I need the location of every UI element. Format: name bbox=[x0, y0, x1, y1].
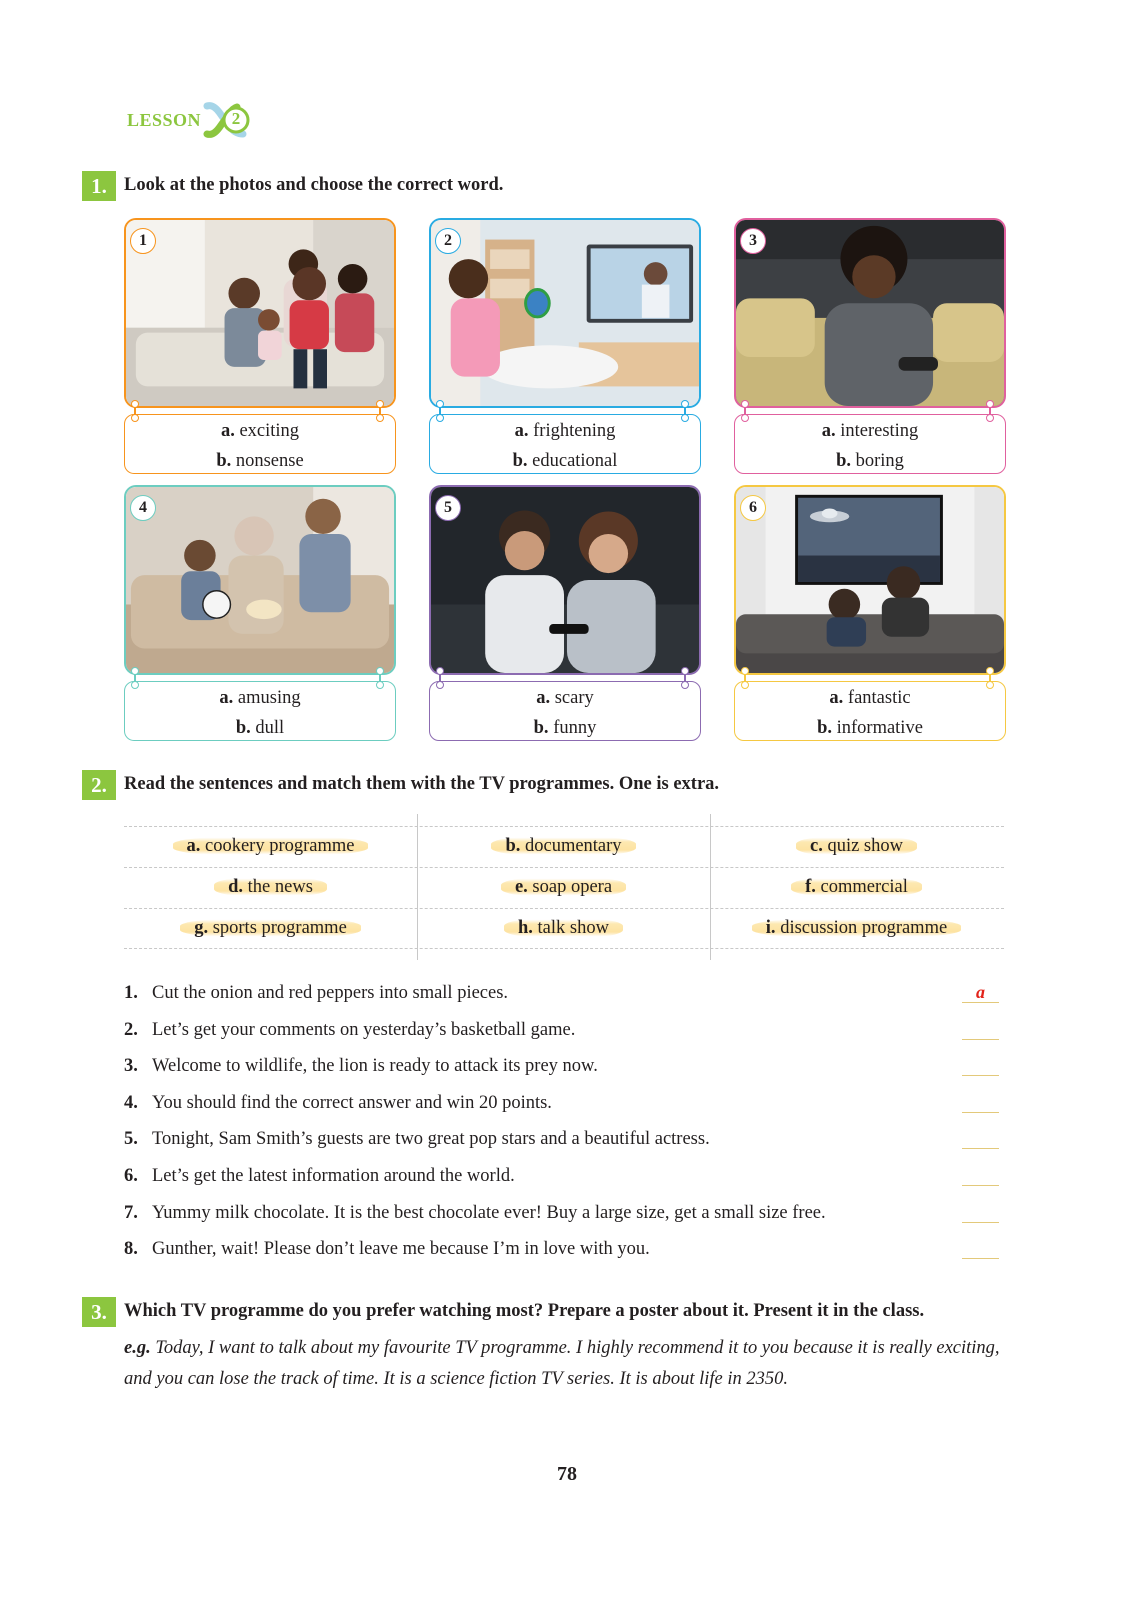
pin-icon bbox=[681, 681, 689, 689]
photo-number-badge: 1 bbox=[130, 228, 156, 254]
programme-b: b. documentary bbox=[417, 836, 710, 857]
sentence-text: Tonight, Sam Smith’s guests are two great pop stars and a beautiful actress. bbox=[152, 1129, 710, 1149]
grid-divider bbox=[124, 826, 1004, 827]
scene-image bbox=[736, 220, 1004, 406]
option-b[interactable]: b. dull bbox=[235, 718, 285, 738]
sentence-number: 2. bbox=[124, 1020, 138, 1040]
scene-image bbox=[431, 487, 699, 673]
exercise-3-title: Which TV programme do you prefer watching most? Prepare a poster about it. Present it in the class. bbox=[124, 1301, 925, 1321]
photo-3 bbox=[734, 218, 1006, 408]
photo-number-badge: 6 bbox=[740, 495, 766, 521]
word-options bbox=[124, 681, 396, 741]
sentence-number: 7. bbox=[124, 1203, 138, 1223]
pin-icon bbox=[986, 414, 994, 422]
answer-blank[interactable] bbox=[962, 1148, 999, 1149]
programme-h: h. talk show bbox=[417, 918, 710, 939]
photo-card-4 bbox=[124, 485, 396, 741]
option-a[interactable]: a. interesting bbox=[821, 421, 919, 441]
sentence-text: Let’s get the latest information around the world. bbox=[152, 1166, 515, 1186]
photo-card-3 bbox=[734, 218, 1006, 474]
option-b[interactable]: b. educational bbox=[512, 451, 618, 471]
photo-6 bbox=[734, 485, 1006, 675]
scene-image bbox=[126, 220, 394, 406]
grid-divider bbox=[124, 867, 1004, 868]
pin-icon bbox=[376, 681, 384, 689]
sentence-text: Cut the onion and red peppers into small pieces. bbox=[152, 983, 509, 1003]
photo-4 bbox=[124, 485, 396, 675]
exercise-1-number: 1. bbox=[82, 171, 116, 201]
option-b[interactable]: b. informative bbox=[817, 718, 923, 738]
answer-blank[interactable] bbox=[962, 1258, 999, 1259]
word-options bbox=[124, 414, 396, 474]
photo-card-2 bbox=[429, 218, 701, 474]
programme-a: a. cookery programme bbox=[124, 836, 417, 857]
grid-divider bbox=[124, 908, 1004, 909]
photo-number-badge: 4 bbox=[130, 495, 156, 521]
option-b[interactable]: b. nonsense bbox=[216, 451, 304, 471]
pin-icon bbox=[131, 400, 139, 408]
pin-icon bbox=[376, 400, 384, 408]
pin-icon bbox=[986, 667, 994, 675]
word-options bbox=[429, 681, 701, 741]
exercise-2-title: Read the sentences and match them with the TV programmes. One is extra. bbox=[124, 774, 720, 794]
option-a[interactable]: a. amusing bbox=[219, 688, 301, 708]
example-label: e.g. bbox=[124, 1338, 151, 1358]
pin-icon bbox=[681, 414, 689, 422]
pin-icon bbox=[376, 414, 384, 422]
pin-icon bbox=[436, 400, 444, 408]
sentence-row bbox=[124, 1020, 1004, 1041]
sentence-text: Yummy milk chocolate. It is the best chocolate ever! Buy a large size, get a small size free. bbox=[152, 1203, 826, 1223]
grid-divider bbox=[124, 948, 1004, 949]
programme-i: i. discussion programme bbox=[710, 918, 1003, 939]
sentence-row bbox=[124, 1129, 1004, 1150]
pin-icon bbox=[376, 667, 384, 675]
programme-e: e. soap opera bbox=[417, 877, 710, 898]
programme-c: c. quiz show bbox=[710, 836, 1003, 857]
pin-icon bbox=[986, 681, 994, 689]
sentence-number: 5. bbox=[124, 1129, 138, 1149]
answer-blank[interactable] bbox=[962, 1222, 999, 1223]
photo-number-badge: 3 bbox=[740, 228, 766, 254]
sentence-text: Let’s get your comments on yesterday’s basketball game. bbox=[152, 1020, 576, 1040]
answer-blank[interactable] bbox=[962, 1039, 999, 1040]
answer-blank[interactable] bbox=[962, 1075, 999, 1076]
scene-image bbox=[736, 487, 1004, 673]
option-b[interactable]: b. boring bbox=[836, 451, 904, 471]
programme-f: f. commercial bbox=[710, 877, 1003, 898]
pin-icon bbox=[436, 414, 444, 422]
exercise-1-title: Look at the photos and choose the correct word. bbox=[124, 175, 504, 195]
exercise-2-number: 2. bbox=[82, 770, 116, 800]
sentence-row bbox=[124, 1239, 1004, 1260]
sentence-text: Welcome to wildlife, the lion is ready to attack its prey now. bbox=[152, 1056, 598, 1076]
exercise-3-number: 3. bbox=[82, 1297, 116, 1327]
example-text bbox=[124, 1333, 1004, 1395]
lesson-header bbox=[127, 100, 253, 140]
photo-card-1 bbox=[124, 218, 396, 474]
option-b[interactable]: b. funny bbox=[533, 718, 597, 738]
pin-icon bbox=[131, 414, 139, 422]
sentence-row bbox=[124, 1093, 1004, 1114]
sentence-number: 6. bbox=[124, 1166, 138, 1186]
sentence-number: 3. bbox=[124, 1056, 138, 1076]
pin-icon bbox=[436, 667, 444, 675]
word-options bbox=[734, 414, 1006, 474]
pin-icon bbox=[741, 414, 749, 422]
scene-image bbox=[126, 487, 394, 673]
sentence-number: 4. bbox=[124, 1093, 138, 1113]
option-a[interactable]: a. exciting bbox=[220, 421, 300, 441]
pin-icon bbox=[681, 667, 689, 675]
photo-1 bbox=[124, 218, 396, 408]
programme-d: d. the news bbox=[124, 877, 417, 898]
lesson-label: LESSON bbox=[127, 109, 202, 130]
sentence-text: Gunther, wait! Please don’t leave me because I’m in love with you. bbox=[152, 1239, 650, 1259]
option-a[interactable]: a. scary bbox=[536, 688, 594, 708]
programme-grid bbox=[124, 820, 1004, 960]
lesson-badge bbox=[203, 100, 253, 140]
pin-icon bbox=[436, 681, 444, 689]
photo-number-badge: 5 bbox=[435, 495, 461, 521]
answer-blank[interactable] bbox=[962, 1112, 999, 1113]
answer-blank[interactable] bbox=[962, 1185, 999, 1186]
pin-icon bbox=[131, 681, 139, 689]
photo-card-5 bbox=[429, 485, 701, 741]
photo-5 bbox=[429, 485, 701, 675]
sentence-row bbox=[124, 983, 1004, 1004]
page-number: 78 bbox=[557, 1463, 577, 1485]
sentence-row bbox=[124, 1203, 1004, 1224]
sentence-number: 8. bbox=[124, 1239, 138, 1259]
pin-icon bbox=[741, 400, 749, 408]
pin-icon bbox=[986, 400, 994, 408]
photo-number-badge: 2 bbox=[435, 228, 461, 254]
word-options bbox=[734, 681, 1006, 741]
photo-2 bbox=[429, 218, 701, 408]
option-a[interactable]: a. frightening bbox=[514, 421, 616, 441]
lesson-number: 2 bbox=[231, 109, 241, 128]
option-a[interactable]: a. fantastic bbox=[829, 688, 911, 708]
sentence-row bbox=[124, 1056, 1004, 1077]
sentence-row bbox=[124, 1166, 1004, 1187]
programme-g: g. sports programme bbox=[124, 918, 417, 939]
pin-icon bbox=[131, 667, 139, 675]
example-body: Today, I want to talk about my favourite TV programme. I highly recommend it to you because it is really exciting, and you can lose the track of time. It is a science fiction TV series. It is about life in 2350. bbox=[124, 1338, 1000, 1389]
pin-icon bbox=[681, 400, 689, 408]
photo-card-6 bbox=[734, 485, 1006, 741]
sentence-number: 1. bbox=[124, 983, 138, 1003]
pin-icon bbox=[741, 681, 749, 689]
pin-icon bbox=[741, 667, 749, 675]
answer-text: a bbox=[976, 982, 985, 1002]
scene-image bbox=[431, 220, 699, 406]
sentence-text: You should find the correct answer and win 20 points. bbox=[152, 1093, 552, 1113]
word-options bbox=[429, 414, 701, 474]
